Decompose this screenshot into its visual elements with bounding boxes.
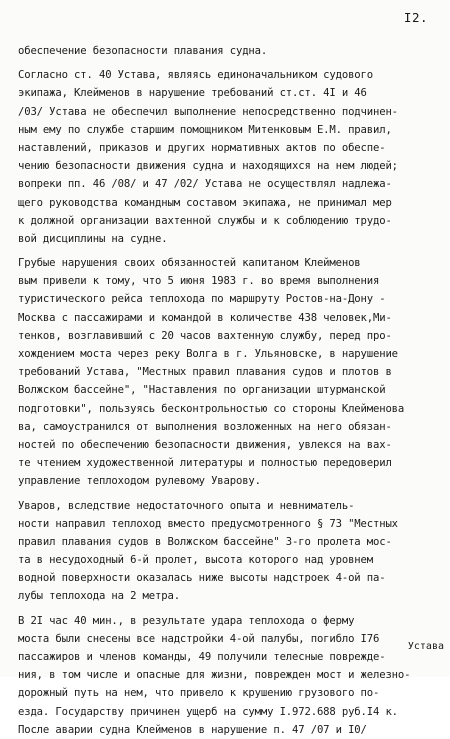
text-line: подготовки", пользуясь бесконтрольностью со стороны Клейменова — [18, 402, 405, 415]
text-line: правил плавания судов в Волжском бассейне" 3-го пролета мос- — [18, 535, 392, 548]
text-line: требований Устава, "Местных правил плавания судов и плотов в — [18, 366, 392, 379]
text-line: тенков, возглавивший с 20 часов вахтенную службу, перед про- — [18, 329, 392, 342]
text-line: Волжском бассейне", "Наставления по организации штурманской — [18, 384, 386, 397]
text-line: обеспечение безопасности плавания судна. — [18, 45, 268, 57]
text-line: Грубые нарушения своих обязанностей капитаном Клейменов — [18, 257, 361, 270]
text-line: та в несудоходный 6-й пролет, высота которого над уровнем — [18, 554, 373, 567]
text-line: Согласно ст. 40 Устава, являясь единоначальником судового — [18, 69, 373, 82]
text-line: пассажиров и членов команды, 49 получили телесные поврежде- — [18, 651, 386, 663]
text-line: те чтением художественной литературы и полностью передоверил — [18, 457, 392, 470]
text-line: В 2I час 40 мин., в результате удара теплохода о ферму — [18, 614, 355, 627]
text-line: экипажа, Клейменов в нарушение требований ст.ст. 4I и 46 — [18, 87, 367, 100]
paragraph-5 — [18, 612, 442, 739]
text-line: чению безопасности движения судна и находящихся на нем людей; — [18, 160, 398, 173]
text-line: ва, самоустранился от выполнения возложенных на него обязан- — [18, 420, 392, 433]
text-line: ния, в том числе и опасные для жизни, поврежден мост и железно- — [18, 669, 411, 682]
text-line: дорожный путь на нем, что привело к крушению грузового по- — [18, 687, 380, 700]
page-number: I2. — [403, 10, 428, 25]
document-body — [18, 42, 442, 739]
text-line: водной поверхности оказалась ниже высоты надстроек 4-ой па- — [18, 572, 386, 585]
text-line: вым привели к тому, что 5 июня 1983 г. во время выполнения — [18, 275, 380, 288]
text-line: После аварии судна Клейменов в нарушение п. 47 /07 и I0/ — [18, 723, 367, 736]
text-line: хождением моста через реку Волга в г. Ульяновске, в нарушение — [18, 348, 398, 360]
paragraph-4 — [18, 497, 442, 606]
text-line: Москва с пассажирами и командой в количестве 438 человек,Ми- — [18, 311, 392, 324]
text-line: к должной организации вахтенной службы и к соблюдению трудо- — [18, 214, 392, 227]
handwritten-marginal-note: Устава — [407, 641, 444, 652]
text-line: наставлений, приказов и других нормативных актов по обеспе- — [18, 141, 386, 154]
text-line: езда. Государству причинен ущерб на сумму I.972.688 руб.I4 к. — [18, 705, 398, 718]
text-line: ным ему по службе старшим помощником Митенковым Е.М. правил, — [18, 123, 392, 136]
text-line: ности направил теплоход вместо предусмотренного § 73 "Местных — [18, 517, 398, 530]
text-line: туристического рейса теплохода по маршруту Ростов-на-Дону - — [18, 293, 386, 306]
text-line: управление теплоходом рулевому Уварову. — [18, 475, 261, 488]
text-line: лубы теплохода на 2 метра. — [18, 590, 180, 603]
text-line: моста были снесены все надстройки 4-ой палубы, погибло I76 — [18, 632, 380, 645]
paragraph-3 — [18, 254, 442, 490]
text-line: Уваров, вследствие недостаточного опыта и невниматель- — [18, 499, 355, 512]
text-line: щего руководства командным составом экипажа, не принимал мер — [18, 196, 392, 209]
paragraph-2 — [18, 66, 442, 248]
text-line: вой дисциплины на судне. — [18, 232, 168, 245]
paragraph-1 — [18, 42, 442, 60]
text-line: ностей по обеспечению безопасности движения, увлекся на вах- — [18, 438, 392, 451]
text-line: вопреки пп. 46 /08/ и 47 /02/ Устава не осуществлял надлежа- — [18, 178, 392, 191]
text-line: /03/ Устава не обеспечил выполнение непосредственно подчинен- — [18, 105, 398, 118]
